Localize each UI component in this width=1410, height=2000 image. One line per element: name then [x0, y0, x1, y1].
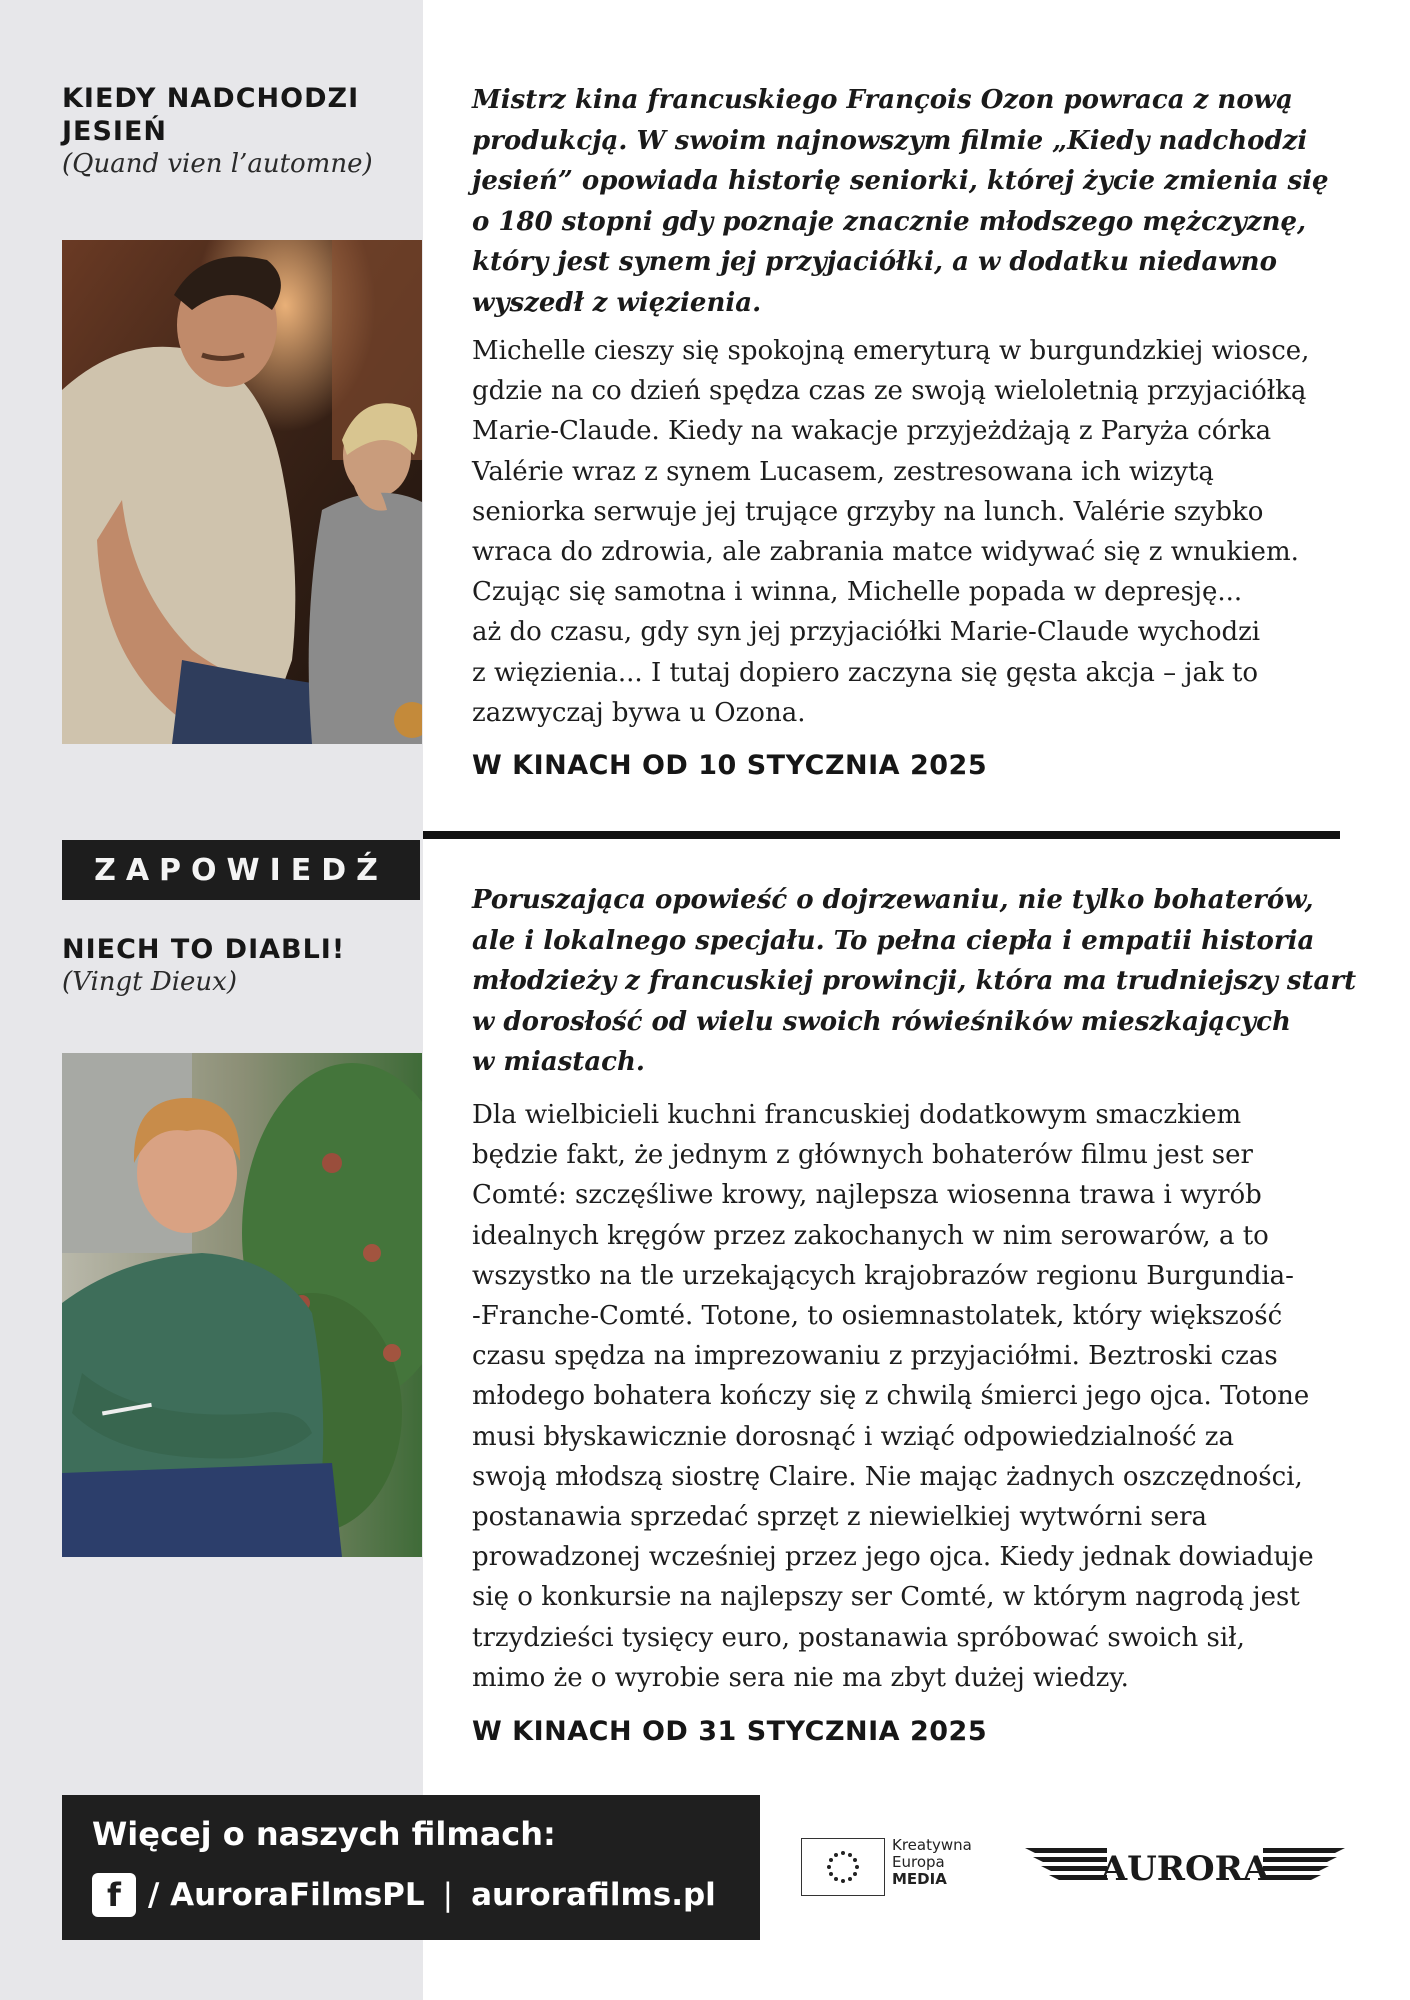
film1-lead-line: wyszedł z więzienia.: [472, 287, 762, 318]
promo-separator: |: [442, 1877, 454, 1913]
film1-lead-line: produkcją. W swoim najnowszym filmie „Kiedy nadchodzi: [472, 125, 1308, 156]
film2-lead-line: w miastach.: [472, 1047, 645, 1077]
film2-body-line: czasu spędza na imprezowaniu z przyjaciółmi. Beztroski czas: [472, 1341, 1278, 1372]
facebook-link[interactable]: / AuroraFilmsPL: [148, 1877, 425, 1913]
film1-body-line: gdzie na co dzień spędza czas ze swoją wieloletnią przyjaciółką: [472, 376, 1307, 407]
eu-logo-line1: Kreatywna: [892, 1836, 972, 1854]
film2-original-title: (Vingt Dieux): [62, 967, 237, 997]
film2-lead-line: w dorosłość od wielu swoich rówieśników mieszkających: [472, 1006, 1291, 1037]
film1-body-line: Marie-Claude. Kiedy na wakacje przyjeżdżają z Paryża córka: [472, 416, 1272, 447]
film2-release-date: W KINACH OD 31 STYCZNIA 2025: [472, 1716, 988, 1747]
film2-body-line: musi błyskawicznie dorosnąć i wziąć odpowiedzialność za: [472, 1421, 1234, 1452]
film1-body-line: Michelle cieszy się spokojną emeryturą w burgundzkiej wiosce,: [472, 336, 1310, 366]
eu-logo-line3: MEDIA: [892, 1870, 947, 1888]
film2-body-line: się o konkursie na najlepszy ser Comté, w którym nagrodą jest: [472, 1582, 1300, 1613]
film1-body-line: seniorka serwuje jej trujące grzyby na lunch. Valérie szybko: [472, 496, 1264, 527]
film1-description: [472, 331, 1392, 733]
promo-box: [62, 1795, 760, 1940]
website-link[interactable]: aurorafilms.pl: [471, 1877, 716, 1913]
film1-still-photo: [62, 240, 422, 744]
creative-europe-logo: [892, 1837, 972, 1888]
preview-badge: ZAPOWIEDŹ: [62, 840, 420, 900]
film1-body-line: wraca do zdrowia, ale zabrania matce widywać się z wnukiem.: [472, 537, 1299, 568]
film2-title: NIECH TO DIABLI!: [62, 934, 346, 965]
film2-lead: [472, 880, 1372, 1083]
film2-still-photo: [62, 1053, 422, 1557]
film1-body-line: aż do czasu, gdy syn jej przyjaciółki Marie-Claude wychodzi: [472, 617, 1261, 648]
film1-lead-line: który jest synem jej przyjaciółki, a w dodatku niedawno: [472, 247, 1277, 277]
film1-release-date: W KINACH OD 10 STYCZNIA 2025: [472, 750, 988, 781]
aurora-logo: [1025, 1842, 1345, 1890]
film1-original-title: (Quand vien l’automne): [62, 149, 373, 179]
eu-flag-icon: [801, 1838, 885, 1896]
film1-lead-line: jesień” opowiada historię seniorki, której życie zmienia się: [472, 166, 1329, 196]
film1-body-line: zazwyczaj bywa u Ozona.: [472, 697, 806, 728]
film1-body-line: z więzienia... I tutaj dopiero zaczyna się gęsta akcja – jak to: [472, 657, 1259, 688]
film2-body-line: prowadzonej wcześniej przez jego ojca. Kiedy jednak dowiaduje: [472, 1542, 1314, 1573]
film2-body-line: postanawia sprzedać sprzęt z niewielkiej wytwórni sera: [472, 1502, 1208, 1533]
film2-lead-line: ale i lokalnego specjału. To pełna ciepła i empatii historia: [472, 925, 1315, 956]
film1-body-line: Valérie wraz z synem Lucasem, zestresowana ich wizytą: [472, 456, 1214, 487]
film1-lead: [472, 80, 1372, 323]
film2-body-line: swoją młodszą siostrę Claire. Nie mając żadnych oszczędności,: [472, 1461, 1303, 1492]
eu-logo-line2: Europa: [892, 1853, 945, 1871]
film1-lead-line: Mistrz kina francuskiego François Ozon powraca z nową: [472, 85, 1293, 115]
film2-body-line: idealnych kręgów przez zakochanych w nim serowarów, a to: [472, 1220, 1269, 1251]
film1-lead-line: o 180 stopni gdy poznaje znacznie młodszego mężczyznę,: [472, 206, 1307, 237]
promo-links: [92, 1873, 760, 1917]
film2-body-line: młodego bohatera kończy się z chwilą śmierci jego ojca. Totone: [472, 1381, 1310, 1412]
film2-body-line: wszystko na tle urzekających krajobrazów regionu Burgundia-: [472, 1260, 1294, 1291]
film2-body-line: -Franche-Comté. Totone, to osiemnastolatek, który większość: [472, 1301, 1283, 1332]
film2-description: [472, 1095, 1392, 1698]
film2-lead-line: Poruszająca opowieść o dojrzewaniu, nie tylko bohaterów,: [472, 885, 1314, 915]
film2-lead-line: młodzieży z francuskiej prowincji, która ma trudniejszy start: [472, 966, 1357, 996]
film2-body-line: trzydzieści tysięcy euro, postanawia spróbować swoich sił,: [472, 1622, 1245, 1653]
film1-body-line: Czując się samotna i winna, Michelle popada w depresję...: [472, 577, 1243, 608]
facebook-icon[interactable]: f: [92, 1873, 136, 1917]
film2-body-line: Dla wielbicieli kuchni francuskiej dodatkowym smaczkiem: [472, 1100, 1242, 1130]
aurora-logo-text: AURORA: [1100, 1849, 1270, 1889]
film2-title-block: [62, 933, 412, 998]
section-divider: [423, 831, 1340, 839]
film1-title-line1: KIEDY NADCHODZI: [62, 83, 360, 114]
promo-heading: Więcej o naszych filmach:: [92, 1815, 556, 1853]
film2-body-line: będzie fakt, że jednym z głównych bohaterów filmu jest ser: [472, 1140, 1253, 1171]
film1-title-block: [62, 82, 412, 180]
film2-body-line: Comté: szczęśliwe krowy, najlepsza wiosenna trawa i wyrób: [472, 1180, 1262, 1211]
film2-body-line: mimo że o wyrobie sera nie ma zbyt dużej wiedzy.: [472, 1662, 1129, 1693]
film1-title-line2: JESIEŃ: [62, 116, 168, 147]
film1-title: [62, 82, 412, 148]
